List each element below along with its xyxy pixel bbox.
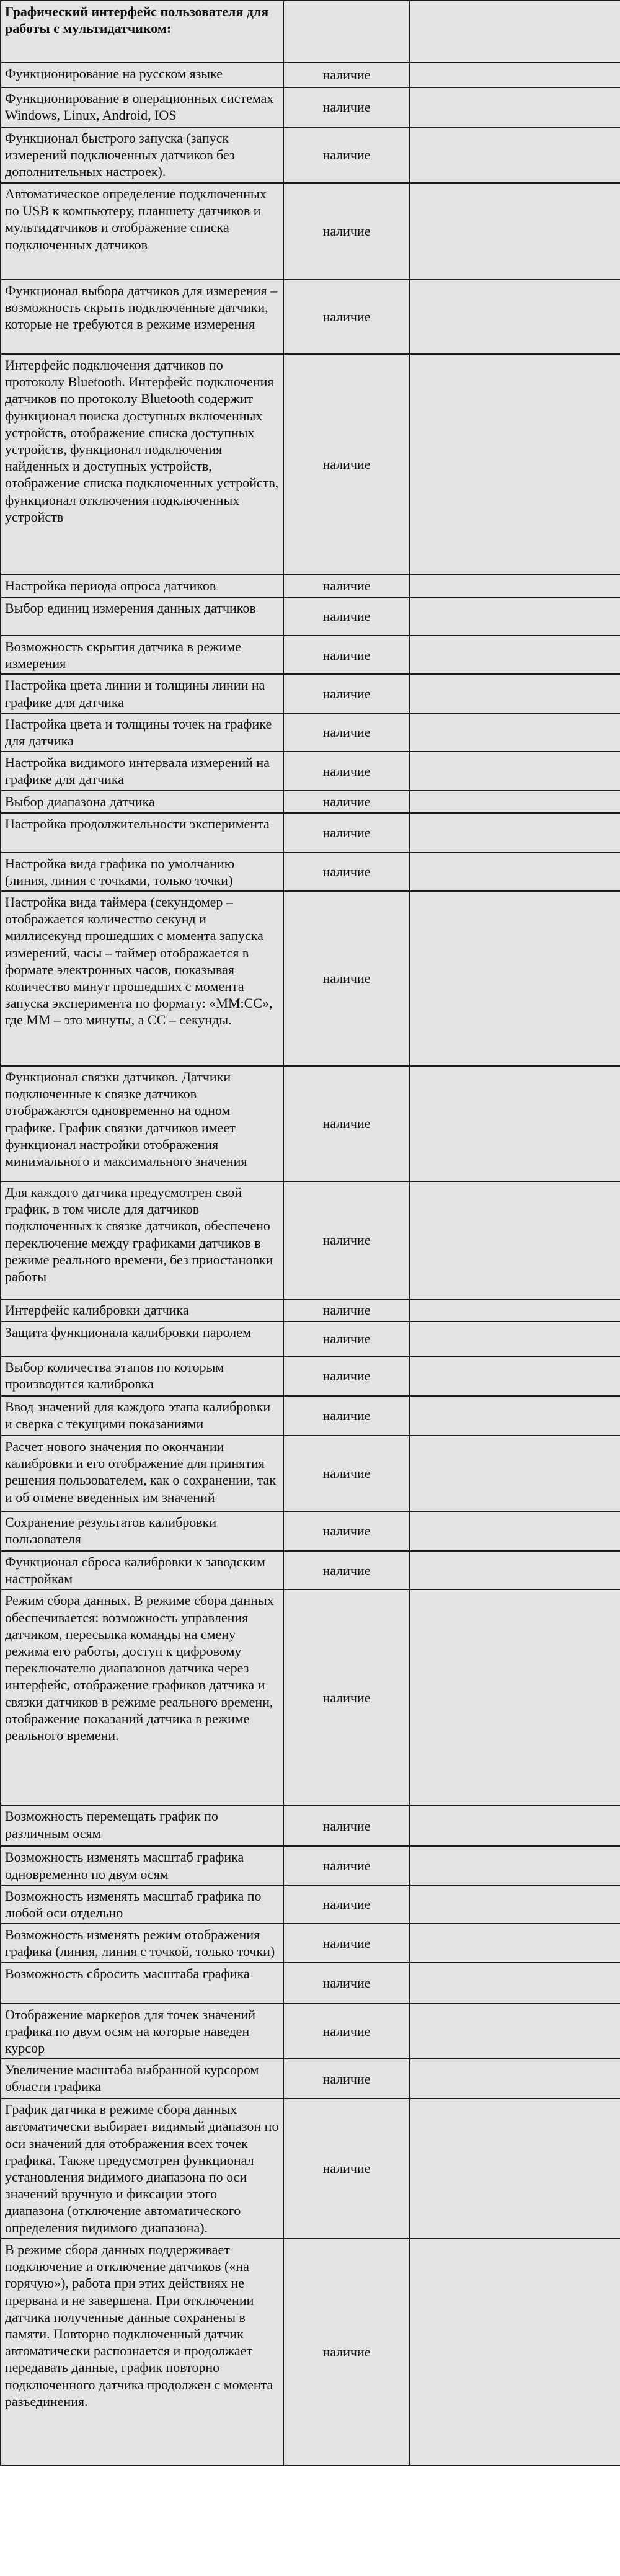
value-cell: наличие (283, 1805, 410, 1846)
feature-cell: Настройка видимого интервала измерений на графике для датчика (1, 752, 283, 790)
feature-cell: Возможность изменять режим отображения графика (линия, линия с точкой, только точки) (1, 1924, 283, 1962)
value-cell: наличие (283, 636, 410, 674)
value-cell: наличие (283, 1356, 410, 1396)
table-row (1, 2059, 620, 2099)
note-cell (410, 127, 620, 183)
spec-table-body (1, 1, 620, 2466)
value-cell: наличие (283, 1321, 410, 1356)
value-cell: наличие (283, 791, 410, 813)
note-cell (410, 791, 620, 813)
table-row (1, 1181, 620, 1299)
feature-cell: В режиме сбора данных поддерживает подключение и отключение датчиков («на горячую»), работа при этих действиях не прервана и не завершена. При отключении датчика полученные данные сохранены в памяти. Повторно подключенный датчик автоматически распознается и продолжает передавать данные, график повторно подключенного датчика продолжен с момента разъединения. (1, 2239, 283, 2466)
note-cell (410, 674, 620, 713)
note-cell (410, 280, 620, 354)
feature-cell: Настройка цвета линии и толщины линии на графике для датчика (1, 674, 283, 713)
value-cell: наличие (283, 1181, 410, 1299)
value-cell: наличие (283, 1396, 410, 1436)
note-cell (410, 713, 620, 752)
feature-cell: Настройка продолжительности эксперимента (1, 813, 283, 853)
value-cell: наличие (283, 2099, 410, 2239)
table-row (1, 752, 620, 790)
value-cell: наличие (283, 1885, 410, 1924)
feature-cell: Функционал выбора датчиков для измерения – возможность скрыть подключенные датчики, которые не требуются в режиме измерения (1, 280, 283, 354)
table-row (1, 87, 620, 127)
table-row (1, 1589, 620, 1805)
note-cell (410, 1805, 620, 1846)
value-cell: наличие (283, 713, 410, 752)
value-cell: наличие (283, 1589, 410, 1805)
value-cell: наличие (283, 1846, 410, 1885)
feature-cell: Функционал связки датчиков. Датчики подключенные к связке датчиков отображаются одновременно на одном графике. График связки датчиков имеет функционал настройки отображения минимального и максимального значения (1, 1066, 283, 1181)
table-row (1, 597, 620, 636)
note-cell (410, 87, 620, 127)
table-row (1, 1924, 620, 1962)
feature-cell: Выбор количества этапов по которым производится калибровка (1, 1356, 283, 1396)
feature-cell: Ввод значений для каждого этапа калибровки и сверка с текущими показаниями (1, 1396, 283, 1436)
value-cell: наличие (283, 1436, 410, 1511)
table-row (1, 853, 620, 891)
table-row (1, 127, 620, 183)
feature-cell: Автоматическое определение подключенных по USB к компьютеру, планшету датчиков и мультидатчиков и отображение списка подключенных датчиков (1, 183, 283, 280)
table-row (1, 1846, 620, 1885)
table-row (1, 713, 620, 752)
table-row (1, 891, 620, 1066)
value-cell: наличие (283, 2239, 410, 2466)
table-row (1, 1436, 620, 1511)
value-cell: наличие (283, 575, 410, 597)
note-cell (410, 752, 620, 790)
table-row (1, 1885, 620, 1924)
note-cell (410, 1885, 620, 1924)
feature-cell: Возможность перемещать график по различным осям (1, 1805, 283, 1846)
note-cell (410, 1589, 620, 1805)
value-cell: наличие (283, 127, 410, 183)
table-row (1, 674, 620, 713)
feature-cell: График датчика в режиме сбора данных автоматически выбирает видимый диапазон по оси значений для отображения всех точек графика. Также предусмотрен функционал установления видимого диапазона по оси значений вручную и фиксации этого диапазона (отключение автоматического определения видимого диапазона). (1, 2099, 283, 2239)
table-row (1, 354, 620, 575)
value-cell: наличие (283, 853, 410, 891)
feature-cell: Возможность изменять масштаб графика по любой оси отдельно (1, 1885, 283, 1924)
value-cell: наличие (283, 891, 410, 1066)
value-cell: наличие (283, 280, 410, 354)
table-row (1, 2099, 620, 2239)
feature-cell: Функционирование в операционных системах Windows, Linux, Android, IOS (1, 87, 283, 127)
table-row (1, 183, 620, 280)
feature-cell: Интерфейс калибровки датчика (1, 1299, 283, 1321)
table-row (1, 1963, 620, 2004)
table-row (1, 636, 620, 674)
note-cell (410, 1436, 620, 1511)
feature-cell: Выбор единиц измерения данных датчиков (1, 597, 283, 636)
table-row (1, 1299, 620, 1321)
value-cell: наличие (283, 1924, 410, 1962)
header-value-cell (283, 1, 410, 63)
note-cell (410, 63, 620, 87)
note-cell (410, 575, 620, 597)
feature-cell: Интерфейс подключения датчиков по протоколу Bluetooth. Интерфейс подключения датчиков по протоколу Bluetooth содержит функционал поиска доступных включенных устройств, отображение списка доступных устройств, функционал подключения найденных и доступных устройств, отображение списка подключенных устройств, функционал отключения подключенных устройств (1, 354, 283, 575)
table-row (1, 1066, 620, 1181)
note-cell (410, 2004, 620, 2059)
feature-cell: Сохранение результатов калибровки пользователя (1, 1511, 283, 1551)
note-cell (410, 1963, 620, 2004)
feature-cell: Настройка цвета и толщины точек на графике для датчика (1, 713, 283, 752)
note-cell (410, 1356, 620, 1396)
feature-cell: Функционирование на русском языке (1, 63, 283, 87)
feature-cell: Защита функционала калибровки паролем (1, 1321, 283, 1356)
table-row (1, 1805, 620, 1846)
note-cell (410, 1551, 620, 1589)
feature-cell: Настройка периода опроса датчиков (1, 575, 283, 597)
table-row (1, 575, 620, 597)
feature-cell: Выбор диапазона датчика (1, 791, 283, 813)
feature-cell: Отображение маркеров для точек значений графика по двум осям на которые наведен курсор (1, 2004, 283, 2059)
feature-cell: Увеличение масштаба выбранной курсором области графика (1, 2059, 283, 2099)
note-cell (410, 853, 620, 891)
note-cell (410, 891, 620, 1066)
note-cell (410, 1181, 620, 1299)
feature-cell: Возможность скрытия датчика в режиме измерения (1, 636, 283, 674)
table-row (1, 2004, 620, 2059)
table-row (1, 813, 620, 853)
note-cell (410, 597, 620, 636)
value-cell: наличие (283, 2004, 410, 2059)
value-cell: наличие (283, 752, 410, 790)
value-cell: наличие (283, 597, 410, 636)
value-cell: наличие (283, 1066, 410, 1181)
feature-cell: Функционал сброса калибровки к заводским настройкам (1, 1551, 283, 1589)
table-row (1, 1356, 620, 1396)
note-cell (410, 2239, 620, 2466)
feature-cell: Настройка вида таймера (секундомер – отображается количество секунд и миллисекунд прошедших с момента запуска измерений, часы – таймер отображается в формате электронных часов, показывая количество минут прошедших с момента запуска эксперимента по формату: «ММ:СС», где ММ – это минуты, а СС – секунды. (1, 891, 283, 1066)
feature-cell: Настройка вида графика по умолчанию (линия, линия с точками, только точки) (1, 853, 283, 891)
note-cell (410, 1321, 620, 1356)
note-cell (410, 813, 620, 853)
table-row (1, 1321, 620, 1356)
value-cell: наличие (283, 354, 410, 575)
value-cell: наличие (283, 2059, 410, 2099)
table-row (1, 1551, 620, 1589)
note-cell (410, 636, 620, 674)
note-cell (410, 354, 620, 575)
feature-cell: Функционал быстрого запуска (запуск измерений подключенных датчиков без дополнительных настроек). (1, 127, 283, 183)
header-note-cell (410, 1, 620, 63)
value-cell: наличие (283, 813, 410, 853)
note-cell (410, 2059, 620, 2099)
table-row (1, 791, 620, 813)
feature-cell: Возможность изменять масштаб графика одновременно по двум осям (1, 1846, 283, 1885)
value-cell: наличие (283, 674, 410, 713)
value-cell: наличие (283, 1511, 410, 1551)
note-cell (410, 1924, 620, 1962)
value-cell: наличие (283, 1551, 410, 1589)
feature-cell: Возможность сбросить масштаба графика (1, 1963, 283, 2004)
table-row (1, 63, 620, 87)
note-cell (410, 1299, 620, 1321)
note-cell (410, 1396, 620, 1436)
table-row (1, 1396, 620, 1436)
table-header-row (1, 1, 620, 63)
note-cell (410, 1511, 620, 1551)
table-row (1, 2239, 620, 2466)
feature-cell: Режим сбора данных. В режиме сбора данных обеспечивается: возможность управления датчиком, пересылка команды на смену режима его работы, доступ к цифровому переключателю диапазонов датчика через интерфейс, отображение графиков датчика и связки датчиков в режиме реального времени, отображение показаний датчика в режиме реального времени. (1, 1589, 283, 1805)
value-cell: наличие (283, 1299, 410, 1321)
feature-cell: Расчет нового значения по окончании калибровки и его отображение для принятия решения пользователем, как о сохранении, так и об отмене введенных им значений (1, 1436, 283, 1511)
note-cell (410, 2099, 620, 2239)
section-title: Графический интерфейс пользователя для работы с мультидатчиком: (1, 1, 283, 63)
table-row (1, 1511, 620, 1551)
note-cell (410, 1066, 620, 1181)
value-cell: наличие (283, 87, 410, 127)
value-cell: наличие (283, 183, 410, 280)
value-cell: наличие (283, 63, 410, 87)
note-cell (410, 1846, 620, 1885)
table-row (1, 280, 620, 354)
feature-cell: Для каждого датчика предусмотрен свой график, в том числе для датчиков подключенных к связке датчиков, обеспечено переключение между графиками датчиков в режиме реального времени, без приостановки работы (1, 1181, 283, 1299)
value-cell: наличие (283, 1963, 410, 2004)
note-cell (410, 183, 620, 280)
